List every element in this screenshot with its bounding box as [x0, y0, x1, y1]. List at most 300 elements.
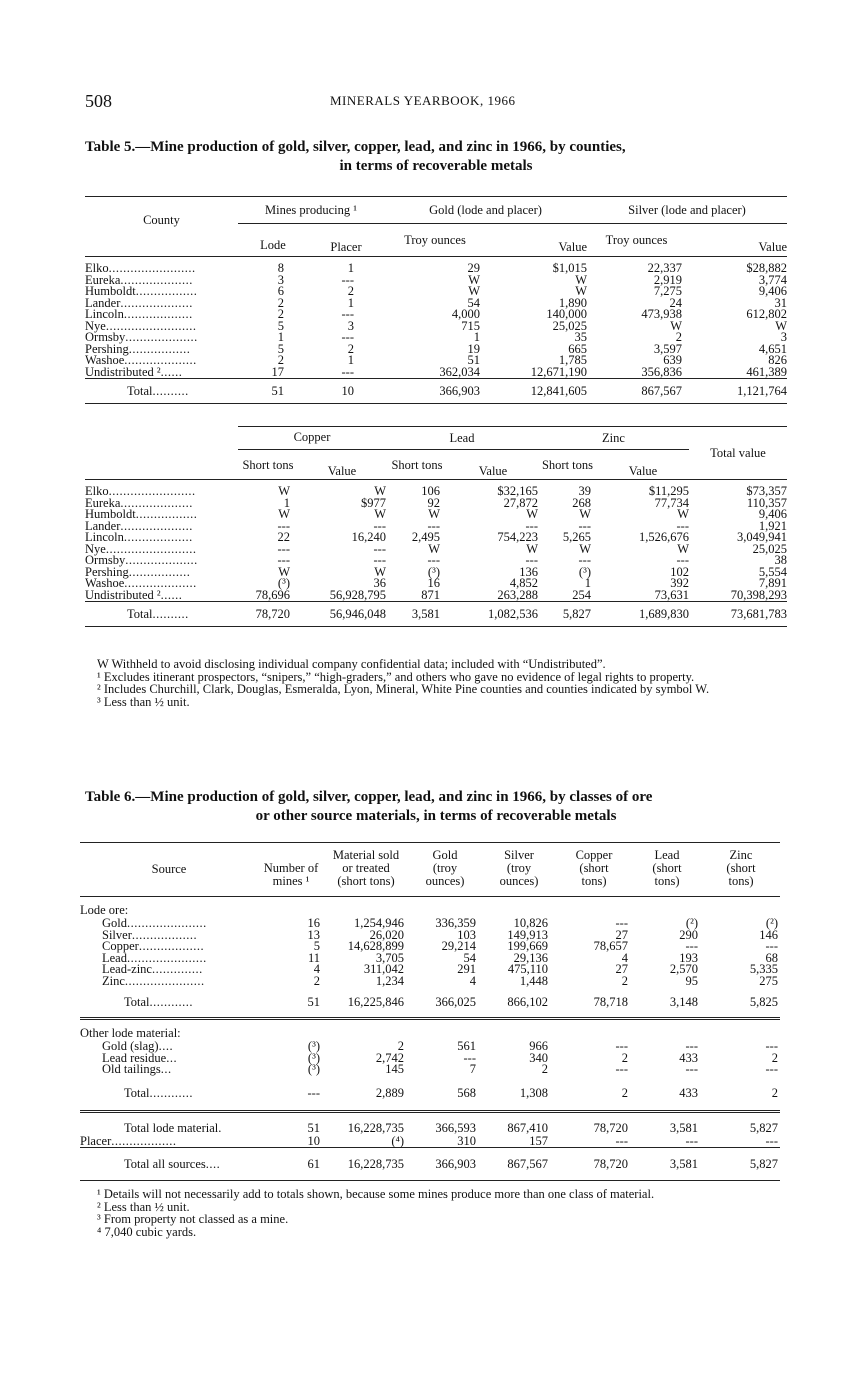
- total-value: 867,410: [507, 1120, 548, 1135]
- cell-value: W: [775, 318, 787, 333]
- sub-copper-value: Value: [327, 464, 357, 478]
- cell-value: 311,042: [363, 962, 404, 976]
- group-gold: Gold (lode and placer): [384, 197, 587, 224]
- cell-value: ---: [463, 1050, 476, 1065]
- cell-value: 2: [347, 341, 354, 356]
- total-value: 2: [771, 1085, 778, 1100]
- cell-value: 110,357: [746, 495, 787, 510]
- cell-value: W: [526, 541, 538, 556]
- cell-value: W: [677, 507, 689, 521]
- cell-value: 826: [768, 353, 787, 367]
- cell-value: W: [374, 564, 386, 579]
- leader-dots: ......: [160, 587, 183, 602]
- cell-value: 2: [621, 1050, 628, 1065]
- total-value: ---: [615, 1133, 628, 1148]
- cell-value: 754,223: [497, 530, 538, 544]
- cell-value: ---: [373, 541, 386, 556]
- cell-value: 27: [615, 927, 628, 942]
- cell-value: 92: [427, 495, 440, 510]
- cell-value: 35: [574, 330, 587, 344]
- cell-value: ---: [578, 553, 591, 567]
- cell-value: W: [579, 507, 591, 521]
- col-lead: Lead (short tons): [652, 848, 682, 888]
- cell-value: 70,398,293: [730, 587, 787, 602]
- cell-value: ---: [373, 553, 386, 567]
- other-total-row: [80, 1076, 780, 1112]
- cell-value: 392: [670, 576, 689, 590]
- cell-value: W: [670, 318, 682, 333]
- cell-value: 1: [277, 330, 284, 344]
- cell-value: 639: [663, 353, 682, 367]
- row-label-cell: [80, 1064, 258, 1076]
- leader-dots: ....................: [124, 353, 197, 367]
- row-label: Humboldt: [85, 284, 136, 298]
- cell-value: (³): [307, 1050, 320, 1065]
- cell-value: ---: [277, 518, 290, 533]
- source-row: [80, 1053, 780, 1065]
- cell-value: ---: [615, 1062, 628, 1076]
- total-label-cell: [85, 379, 238, 404]
- row-label: Eureka: [85, 272, 121, 287]
- cell-value: W: [374, 507, 386, 521]
- total-value: ---: [765, 1133, 778, 1148]
- total-label: Total: [124, 1085, 150, 1100]
- row-label: Eureka: [85, 495, 121, 510]
- table6-title-line2: or other source materials, in terms of recoverable metals: [255, 808, 617, 824]
- placer-row: [80, 1135, 780, 1148]
- col-source: Source: [151, 862, 187, 876]
- total-label-cell: [80, 1076, 258, 1112]
- cell-value: 39: [578, 484, 591, 498]
- cell-value: 10,826: [513, 916, 548, 930]
- cell-value: 254: [572, 587, 591, 602]
- cell-value: 11: [307, 950, 320, 965]
- cell-value: 95: [685, 973, 698, 988]
- total-label: Total: [127, 384, 153, 398]
- cell-value: 140,000: [546, 307, 587, 321]
- cell-value: $28,882: [746, 261, 787, 275]
- cell-value: 2,570: [669, 962, 698, 976]
- total-value: 3,148: [669, 995, 698, 1009]
- cell-value: 4,852: [509, 576, 538, 590]
- total-value: 51: [271, 384, 284, 398]
- row-label: Old tailings: [102, 1062, 161, 1076]
- cell-value: 268: [572, 495, 591, 510]
- sub-gold-oz: Troy ounces: [404, 233, 466, 247]
- cell-value: 461,389: [746, 364, 787, 379]
- cell-value: 2: [277, 295, 284, 310]
- cell-value: 1: [347, 261, 354, 275]
- cell-value: 106: [421, 484, 440, 498]
- cell-value: 340: [529, 1050, 548, 1065]
- col-county: County: [85, 197, 238, 257]
- cell-value: 2: [541, 1062, 548, 1076]
- leader-dots: ..........: [152, 607, 189, 621]
- total-value: 366,593: [435, 1120, 476, 1135]
- cell-value: 1: [347, 353, 354, 367]
- cell-value: (³): [307, 1039, 320, 1053]
- cell-value: 1,234: [375, 973, 404, 988]
- cell-value: 54: [463, 950, 476, 965]
- cell-value: ---: [676, 553, 689, 567]
- leader-dots: ...................: [123, 307, 193, 321]
- total-value: 51: [307, 995, 320, 1009]
- total-value: 5,827: [749, 1120, 778, 1135]
- cell-value: 29,136: [513, 950, 548, 965]
- table5-footnote: W Withheld to avoid disclosing individual company confidential data; included with “Undistributed”.: [97, 657, 606, 671]
- cell-value: 336,359: [435, 916, 476, 930]
- leader-dots: .................: [128, 564, 191, 579]
- cell-value: 103: [457, 927, 476, 942]
- total-value: 16,225,846: [347, 995, 404, 1009]
- leader-dots: .: [218, 1120, 222, 1135]
- table6-footnote: ³ From property not classed as a mine.: [97, 1212, 289, 1226]
- table6-footnote: ⁴ 7,040 cubic yards.: [97, 1224, 197, 1239]
- cell-value: 5: [277, 341, 284, 356]
- row-label-cell: [85, 364, 238, 379]
- leader-dots: ...: [166, 1050, 178, 1065]
- row-label: Lander: [85, 518, 121, 533]
- row-label: Ormsby: [85, 330, 126, 344]
- row-label: Lead: [102, 950, 127, 965]
- cell-value: 24: [669, 295, 682, 310]
- cell-value: (²): [765, 916, 778, 930]
- cell-value: ---: [277, 553, 290, 567]
- cell-value: 199,669: [507, 939, 548, 953]
- row-label-cell: [80, 973, 258, 988]
- cell-value: 275: [759, 973, 778, 988]
- total-value: 366,903: [435, 1156, 476, 1171]
- cell-value: 2: [397, 1039, 404, 1053]
- leader-dots: ............: [149, 1085, 194, 1100]
- leader-dots: ....................: [120, 518, 193, 533]
- table5-part2: [85, 426, 787, 627]
- leader-dots: .................: [135, 284, 198, 298]
- row-label: Nye: [85, 541, 106, 556]
- cell-value: 78,696: [255, 587, 290, 602]
- total-label: Placer: [80, 1133, 112, 1148]
- total-label-cell: [80, 987, 258, 1019]
- total-all-row: [80, 1147, 780, 1180]
- cell-value: ---: [427, 553, 440, 567]
- section-other-lode-label: Other lode material:: [80, 1026, 181, 1040]
- cell-value: 22: [277, 530, 290, 544]
- cell-value: 4: [469, 973, 476, 988]
- table5-part1: [85, 196, 787, 404]
- cell-value: 78,657: [593, 939, 628, 953]
- source-row: [80, 1041, 780, 1053]
- sub-zinc-tons: Short tons: [541, 457, 594, 472]
- total-label-cell: [85, 602, 238, 627]
- row-label: Elko: [85, 484, 109, 498]
- row-label-cell: [85, 587, 238, 602]
- sub-gold-value: Value: [558, 239, 587, 254]
- total-value: 433: [679, 1085, 698, 1100]
- cell-value: ---: [277, 541, 290, 556]
- cell-value: ---: [615, 1039, 628, 1053]
- cell-value: ---: [685, 1062, 698, 1076]
- cell-value: 146: [759, 927, 778, 942]
- county-row: [85, 590, 787, 602]
- cell-value: 9,406: [758, 284, 787, 298]
- total-row: [85, 379, 787, 404]
- cell-value: $977: [361, 495, 386, 510]
- cell-value: 16: [427, 576, 440, 590]
- leader-dots: ....................: [124, 576, 197, 590]
- sub-copper-tons: Short tons: [242, 458, 294, 472]
- cell-value: 9,406: [758, 507, 787, 521]
- row-label: Silver: [102, 927, 132, 942]
- total-value: 157: [529, 1133, 548, 1148]
- col-gold: Gold (troy ounces): [425, 848, 465, 888]
- leader-dots: ....................: [125, 330, 198, 344]
- cell-value: W: [428, 507, 440, 521]
- group-silver: Silver (lode and placer): [587, 197, 787, 224]
- cell-value: 77,734: [654, 495, 689, 510]
- cell-value: W: [374, 484, 386, 498]
- cell-value: 715: [461, 318, 480, 333]
- sub-silver-oz: Troy ounces: [605, 233, 668, 247]
- total-row: [85, 602, 787, 627]
- leader-dots: ......................: [126, 950, 207, 965]
- row-label: Washoe: [85, 353, 125, 367]
- cell-value: 1: [347, 295, 354, 310]
- cell-value: 29: [467, 261, 480, 275]
- cell-value: (³): [307, 1062, 320, 1076]
- cell-value: 1,785: [558, 353, 587, 367]
- cell-value: W: [468, 284, 480, 298]
- leader-dots: ....: [205, 1156, 221, 1171]
- cell-value: 7: [469, 1062, 476, 1076]
- total-label: Total: [127, 607, 153, 621]
- cell-value: W: [278, 507, 290, 521]
- leader-dots: ..................: [138, 939, 205, 953]
- table5-title-line1: Table 5.—Mine production of gold, silver, copper, lead, and zinc in 1966, by counties,: [85, 139, 626, 155]
- cell-value: 2,495: [411, 530, 440, 544]
- cell-value: 7,891: [758, 576, 787, 590]
- cell-value: (³): [578, 564, 591, 579]
- cell-value: 561: [457, 1039, 476, 1053]
- page-number: 508: [85, 91, 112, 111]
- total-value: 5,827: [749, 1156, 778, 1171]
- col-copper: Copper (short tons): [575, 848, 613, 888]
- group-lead: Lead: [386, 427, 538, 450]
- table6-title-line1: Table 6.—Mine production of gold, silver, copper, lead, and zinc in 1966, by classes of ore: [85, 789, 653, 805]
- cell-value: 5: [313, 939, 320, 953]
- total-value: 61: [307, 1156, 320, 1171]
- total-value: 51: [307, 1120, 320, 1135]
- row-label: Humboldt: [85, 507, 136, 521]
- cell-value: W: [575, 284, 587, 298]
- leader-dots: ..........: [152, 384, 189, 398]
- row-label: Lead residue: [102, 1050, 167, 1065]
- leader-dots: ..................: [111, 1133, 177, 1148]
- cell-value: ---: [341, 272, 354, 287]
- cell-value: 4,000: [451, 307, 480, 321]
- cell-value: 1,526,676: [639, 530, 689, 544]
- cell-value: 3,705: [375, 950, 404, 965]
- cell-value: 871: [421, 587, 440, 602]
- table5-footnotes: [85, 658, 785, 708]
- cell-value: W: [575, 272, 587, 287]
- row-label: Nye: [85, 318, 106, 333]
- total-label-cell: [80, 1135, 258, 1148]
- cell-value: 16: [307, 916, 320, 930]
- cell-value: 19: [467, 341, 480, 356]
- leader-dots: ....: [158, 1039, 174, 1053]
- leader-dots: ....................: [125, 553, 198, 567]
- group-total-value: Total value: [689, 427, 787, 480]
- cell-value: $11,295: [648, 484, 689, 498]
- group-zinc: Zinc: [538, 427, 689, 450]
- cell-value: 4: [621, 950, 628, 965]
- cell-value: W: [526, 507, 538, 521]
- cell-value: ---: [685, 1039, 698, 1053]
- cell-value: 1,921: [758, 518, 787, 533]
- total-value: 12,841,605: [530, 384, 587, 398]
- cell-value: 2: [771, 1050, 778, 1065]
- row-label: Pershing: [85, 341, 129, 356]
- cell-value: 2: [675, 330, 682, 344]
- group-copper: Copper: [238, 427, 386, 450]
- cell-value: W: [278, 484, 290, 498]
- cell-value: 16,240: [351, 530, 386, 544]
- cell-value: 3: [347, 318, 354, 333]
- cell-value: 665: [568, 341, 587, 356]
- row-label: Gold: [102, 916, 127, 930]
- total-value: (⁴): [391, 1133, 404, 1148]
- cell-value: 2: [621, 973, 628, 988]
- table6-title: [85, 788, 787, 826]
- cell-value: W: [278, 564, 290, 579]
- cell-value: 1,254,946: [354, 916, 404, 930]
- leader-dots: .........................: [105, 541, 197, 556]
- total-label: Total lode material: [124, 1120, 219, 1135]
- cell-value: ---: [676, 518, 689, 533]
- cell-value: 473,938: [641, 307, 682, 321]
- total-label: Total all sources: [124, 1156, 206, 1171]
- cell-value: 54: [467, 295, 480, 310]
- cell-value: 362,034: [439, 364, 480, 379]
- cell-value: 966: [529, 1039, 548, 1053]
- cell-value: 68: [765, 950, 778, 965]
- cell-value: ---: [578, 518, 591, 533]
- sub-lode: Lode: [260, 238, 286, 252]
- row-label: Zinc: [102, 973, 125, 988]
- cell-value: 38: [774, 553, 787, 567]
- cell-value: 73,631: [654, 587, 689, 602]
- cell-value: 31: [774, 295, 787, 310]
- total-value: 78,720: [593, 1156, 628, 1171]
- table5-footnote: ² Includes Churchill, Clark, Douglas, Esmeralda, Lyon, Mineral, White Pine counties and counties indicated by symbol W.: [97, 682, 710, 696]
- row-label: Undistributed ²: [85, 587, 161, 602]
- cell-value: ---: [525, 518, 538, 533]
- cell-value: 2: [277, 353, 284, 367]
- sub-lead-value: Value: [478, 464, 508, 478]
- cell-value: (²): [685, 916, 698, 930]
- leader-dots: ....................: [120, 295, 193, 310]
- cell-value: W: [468, 272, 480, 287]
- cell-value: (³): [277, 576, 290, 590]
- row-label: Ormsby: [85, 553, 126, 567]
- total-value: 78,718: [593, 995, 628, 1009]
- sub-silver-value: Value: [758, 239, 787, 254]
- cell-value: 14,628,899: [347, 939, 404, 953]
- table5-title: [85, 138, 787, 176]
- leader-dots: ......................: [124, 973, 205, 988]
- cell-value: 51: [467, 353, 480, 367]
- cell-value: 22,337: [647, 261, 682, 275]
- cell-value: $73,357: [746, 484, 787, 498]
- cell-value: 2: [347, 284, 354, 298]
- leader-dots: ...................: [123, 530, 193, 544]
- total-value: 366,903: [439, 384, 480, 398]
- total-value: 2: [621, 1085, 628, 1100]
- leader-dots: .........................: [105, 318, 197, 333]
- cell-value: ---: [341, 330, 354, 344]
- cell-value: 1: [283, 495, 290, 510]
- total-value: 73,681,783: [730, 607, 787, 621]
- cell-value: 291: [457, 962, 476, 976]
- cell-value: 1,448: [519, 973, 548, 988]
- cell-value: 8: [277, 261, 284, 275]
- cell-value: 12,671,190: [530, 364, 587, 379]
- table6: [80, 842, 780, 1181]
- leader-dots: ..................: [131, 927, 198, 942]
- cell-value: ---: [765, 939, 778, 953]
- total-value: 1,121,764: [737, 384, 787, 398]
- leader-dots: ......: [160, 364, 183, 379]
- total-value: 1,689,830: [639, 607, 689, 621]
- leader-dots: ..............: [151, 962, 203, 976]
- section-other-lode: [80, 1019, 780, 1042]
- cell-value: 612,802: [746, 307, 787, 321]
- cell-value: 149,913: [507, 927, 548, 942]
- total-value: 1,308: [519, 1085, 548, 1100]
- cell-value: 1: [584, 576, 591, 590]
- cell-value: (³): [427, 564, 440, 579]
- total-value: 867,567: [641, 384, 682, 398]
- cell-value: 263,288: [497, 587, 538, 602]
- col-silver: Silver (troy ounces): [499, 848, 539, 888]
- leader-dots: ............: [149, 995, 194, 1009]
- cell-value: 356,836: [641, 364, 682, 379]
- table6-footnote: ¹ Details will not necessarily add to totals shown, because some mines produce more than one class of material.: [97, 1187, 655, 1201]
- row-label: Washoe: [85, 576, 125, 590]
- total-value: 56,946,048: [329, 607, 386, 621]
- leader-dots: ......................: [127, 916, 207, 930]
- cell-value: ---: [341, 307, 354, 321]
- cell-value: 4: [313, 962, 320, 976]
- cell-value: 5,554: [758, 564, 787, 579]
- cell-value: 290: [679, 927, 698, 942]
- county-row: [85, 367, 787, 379]
- section-lode-ore-label: Lode ore:: [80, 903, 129, 917]
- cell-value: W: [579, 541, 591, 556]
- total-value: ---: [685, 1133, 698, 1148]
- total-value: 10: [341, 384, 354, 398]
- col-material: Material sold or treated (short tons): [332, 848, 400, 888]
- cell-value: $1,015: [552, 261, 587, 275]
- row-label: Lincoln: [85, 530, 124, 544]
- cell-value: 7,275: [653, 284, 682, 298]
- cell-value: 5,335: [749, 962, 778, 976]
- total-value: 2,889: [375, 1085, 404, 1100]
- row-label: Lander: [85, 295, 121, 310]
- cell-value: W: [677, 541, 689, 556]
- total-value: 867,567: [507, 1156, 548, 1171]
- cell-value: 3,597: [653, 341, 682, 356]
